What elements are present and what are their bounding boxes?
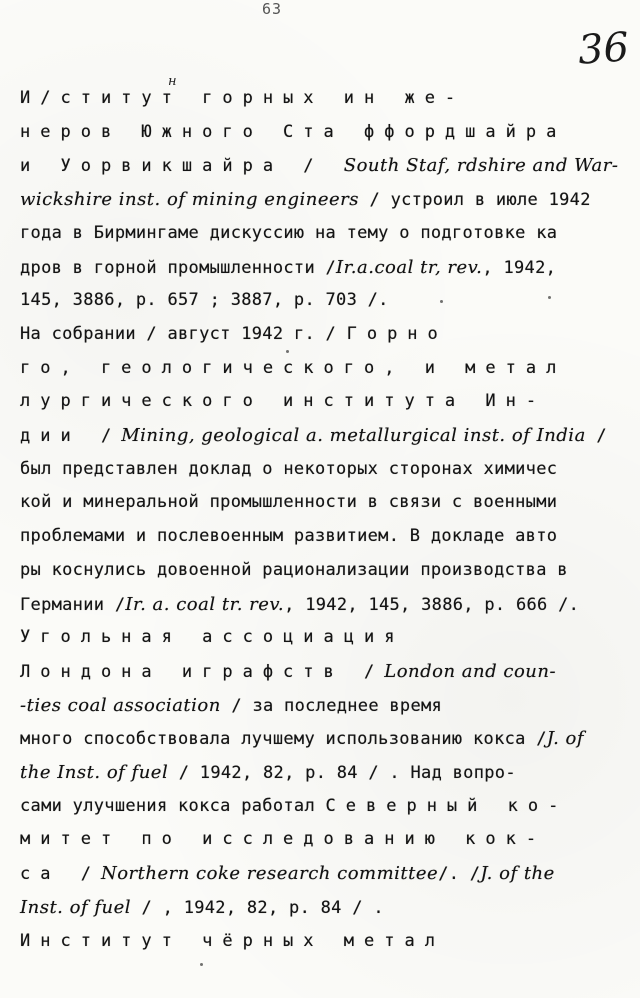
typed-text: са / (20, 864, 101, 885)
handwritten-text: Ir. a. coal tr. rev. (125, 593, 285, 615)
ink-speck (440, 300, 443, 303)
typed-text: много способствовала лучшему использованию кокса / (20, 729, 547, 750)
handwritten-text: Inst. of fuel (20, 896, 132, 918)
text-line (20, 459, 557, 479)
handwritten-text: -ties coal association (20, 694, 221, 716)
typed-text: лургического института Ин- (20, 391, 547, 412)
typed-text: дров в горной промышленности / (20, 257, 337, 278)
handwritten-text: J. of the (480, 863, 555, 885)
typed-text: Горно (346, 323, 448, 344)
text-line (20, 425, 607, 446)
typed-text: Угольная ассоциация (20, 627, 405, 648)
text-line (20, 762, 516, 783)
typed-text: 145, 3886, р. 657 ; 3887, р. 703 /. (20, 290, 389, 311)
handwritten-text: the Inst. of fuel (20, 762, 169, 783)
typed-text: ры коснулись довоенной рационализации производства в (20, 559, 568, 580)
typed-text: Северный ко- (325, 795, 569, 816)
handwritten-text: wickshire inst. of mining engineers (20, 189, 359, 211)
text-line (20, 695, 442, 716)
typed-text: / 1942, 82, р. 84 / . Над вопро- (168, 763, 516, 783)
text-line (20, 728, 584, 749)
typed-text: был представлен доклад о некоторых сторонах химичес (20, 458, 558, 479)
text-line (20, 324, 448, 344)
text-line (20, 189, 591, 210)
text-line (20, 290, 389, 310)
text-line (20, 627, 404, 647)
typed-text: и Уорвикшайра / (20, 156, 344, 177)
typed-text: И/ститут горных ин же- (20, 88, 466, 108)
text-line (20, 391, 546, 411)
handwritten-text: Ir.a.coal tr, rev. (336, 256, 483, 278)
typed-text: / , 1942, 82, р. 84 / . (131, 897, 384, 918)
typed-text: дии / (20, 426, 122, 446)
text-line (20, 223, 557, 243)
typed-text: / (585, 426, 607, 446)
typed-text: года в Бирмингаме дискуссию на тему о подготовке ка (20, 222, 558, 243)
handwritten-text: Northern coke research committee (100, 863, 439, 885)
text-line (20, 122, 566, 142)
page-number: 63 (262, 0, 283, 18)
text-line (20, 257, 556, 278)
ink-speck (286, 350, 289, 353)
handwritten-text: Mining, geological a. metallurgical inst. of India (121, 425, 586, 446)
text-line (20, 526, 557, 546)
typed-text: проблемами и послевоенным развитием. В докладе авто (20, 526, 558, 547)
typed-text: / устроил в июле 1942 (358, 190, 591, 211)
text-line (20, 897, 384, 918)
text-line (20, 560, 568, 580)
handwritten-text: South Staf, rdshire and War- (343, 155, 619, 177)
typed-text: Германии / (20, 594, 126, 615)
text-line (20, 358, 566, 378)
text-line (20, 88, 465, 108)
text-line (20, 829, 546, 849)
text-line (20, 661, 556, 682)
handwritten-insertion: н (168, 74, 177, 89)
typed-text: / за последнее время (220, 695, 443, 716)
text-line (20, 863, 555, 884)
typed-text: На собрании / август 1942 г. / (20, 323, 347, 344)
text-line (20, 594, 579, 615)
typed-text: сами улучшения кокса работал (20, 795, 326, 816)
typed-text: неров Южного Ста ффордшайра (20, 121, 567, 142)
handwritten-text: J. of (546, 728, 585, 750)
text-line (20, 931, 445, 951)
ink-speck (548, 296, 551, 299)
text-line (20, 796, 568, 816)
text-line (20, 492, 557, 512)
typed-text: Лондона играфств / (20, 661, 385, 682)
typed-text: го, геологического, и метал (20, 357, 567, 378)
typed-text: , 1942, (482, 257, 557, 278)
typed-text: Институт чёрных метал (20, 930, 445, 951)
text-line (20, 155, 618, 176)
typed-text: , 1942, 145, 3886, р. 666 /. (284, 594, 580, 615)
folio-number: 36 (576, 24, 631, 74)
handwritten-text: London and coun- (384, 660, 557, 682)
typed-text: кой и минеральной промышленности в связи с военными (20, 492, 558, 513)
typed-text: митет по исследованию кок- (20, 829, 547, 850)
ink-speck (200, 963, 203, 966)
typed-text: /. / (438, 864, 481, 885)
